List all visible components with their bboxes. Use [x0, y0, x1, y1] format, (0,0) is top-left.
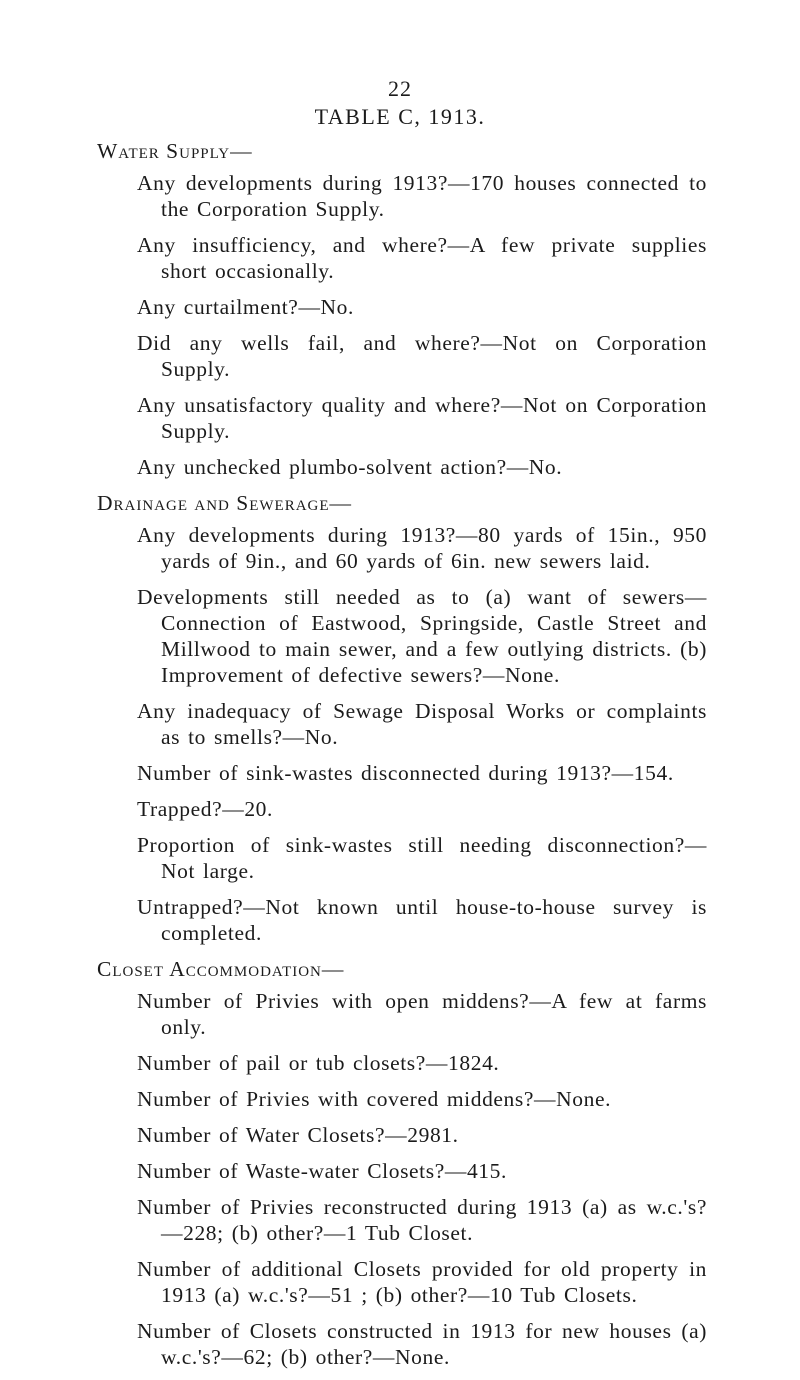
- drainage-item: Untrapped?—Not known until house-to-house survey is completed.: [137, 895, 707, 945]
- section-closet-accommodation: [97, 956, 707, 1370]
- section-water-supply: [97, 138, 707, 480]
- page-number: 22: [388, 76, 412, 101]
- water-supply-item: Any developments during 1913?—170 houses connected to the Corporation Supply.: [137, 171, 707, 221]
- section-drainage-sewerage: [97, 490, 707, 946]
- table-title: TABLE C, 1913.: [314, 104, 486, 129]
- drainage-item: Trapped?—20.: [137, 797, 273, 821]
- closet-item: Number of Water Closets?—2981.: [137, 1123, 459, 1147]
- drainage-item: Proportion of sink-wastes still needing disconnection?— Not large.: [137, 833, 707, 883]
- closet-item: Number of Privies reconstructed during 1913 (a) as w.c.'s?—228; (b) other?—1 Tub Closet.: [137, 1195, 707, 1245]
- water-supply-item: Any insufficiency, and where?—A few private supplies short occasionally.: [137, 233, 707, 283]
- section-heading-drainage-sewerage: Drainage and Sewerage—: [97, 491, 353, 515]
- water-supply-item: Any unchecked plumbo-solvent action?—No.: [137, 455, 563, 479]
- document-body: [97, 138, 707, 1380]
- drainage-item: Developments still needed as to (a) want of sewers—Connection of Eastwood, Springside, Castle Street and Millwood to main sewer, and a few outlying districts. (b) Improvement of defective sewers?—None.: [137, 585, 707, 687]
- water-supply-item: Any unsatisfactory quality and where?—Not on Corporation Supply.: [137, 393, 707, 443]
- closet-item: Number of Waste-water Closets?—415.: [137, 1159, 507, 1183]
- closet-item: Number of Privies with open middens?—A few at farms only.: [137, 989, 707, 1039]
- drainage-item: Any inadequacy of Sewage Disposal Works or complaints as to smells?—No.: [137, 699, 707, 749]
- closet-item: Number of additional Closets provided for old property in 1913 (a) w.c.'s?—51 ; (b) other?—10 Tub Closets.: [137, 1257, 707, 1307]
- water-supply-item: Did any wells fail, and where?—Not on Corporation Supply.: [137, 331, 707, 381]
- closet-item: Number of Closets constructed in 1913 for new houses (a) w.c.'s?—62; (b) other?—None.: [137, 1319, 707, 1369]
- water-supply-item: Any curtailment?—No.: [137, 295, 355, 319]
- closet-item: Number of pail or tub closets?—1824.: [137, 1051, 500, 1075]
- section-heading-water-supply: Water Supply—: [97, 139, 253, 163]
- closet-item: Number of Privies with covered middens?—None.: [137, 1087, 612, 1111]
- section-heading-closet-accommodation: Closet Accommodation—: [97, 957, 345, 981]
- drainage-item: Any developments during 1913?—80 yards of 15in., 950 yards of 9in., and 60 yards of 6in. new sewers laid.: [137, 523, 707, 573]
- drainage-item: Number of sink-wastes disconnected during 1913?—154.: [137, 761, 674, 785]
